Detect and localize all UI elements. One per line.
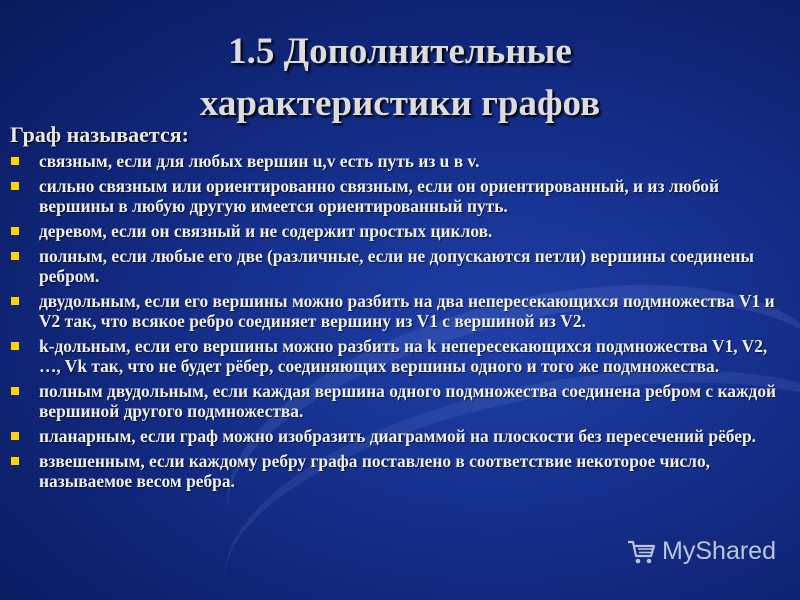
list-item: [10, 176, 790, 216]
list-item-text: двудольным, если его вершины можно разбить на два непересекающихся подмножества V1 и V2 так, что всякое ребро соединяет вершину из V1 с вершиной из V2.: [39, 291, 775, 331]
square-bullet-icon: [11, 387, 19, 395]
list-item-text: полным, если любые его две (различные, если не допускаются петли) вершины соединены ребром.: [39, 246, 755, 286]
list-item: [10, 451, 790, 491]
slide-intro: Граф называется:: [10, 122, 189, 147]
definition-list: [10, 151, 790, 496]
square-bullet-icon: [11, 342, 19, 350]
slide-title: [0, 26, 800, 130]
list-item-text: полным двудольным, если каждая вершина одного подмножества соединена ребром с каждой вершиной другого подмножества.: [39, 381, 777, 421]
square-bullet-icon: [11, 432, 19, 440]
list-item-text: k-дольным, если его вершины можно разбить на k непересекающихся подмножества V1, V2, …, Vk так, что не будет рёбер, соединяющих вершины одного и того же подмножества.: [39, 336, 768, 376]
list-item-text: деревом, если он связный и не содержит простых циклов.: [39, 221, 493, 241]
list-item: [10, 291, 790, 331]
slide-title-line-2: характеристики графов: [199, 83, 601, 124]
square-bullet-icon: [11, 157, 19, 165]
square-bullet-icon: [11, 297, 19, 305]
square-bullet-icon: [11, 457, 19, 465]
watermark-text: MyShared: [662, 537, 776, 565]
list-item: [10, 381, 790, 421]
list-item-text: взвешенным, если каждому ребру графа поставлено в соответствие некоторое число, называемое весом ребра.: [39, 451, 710, 491]
cart-icon: [626, 538, 656, 566]
square-bullet-icon: [11, 227, 19, 235]
slide-title-line-1: 1.5 Дополнительные: [228, 31, 572, 72]
list-item-text: сильно связным или ориентированно связным, если он ориентированный, и из любой вершины в любую другую имеется ориентированный путь.: [39, 176, 720, 216]
list-item: [10, 221, 790, 241]
list-item-text: связным, если для любых вершин u,v есть путь из u в v.: [39, 151, 480, 171]
list-item: [10, 426, 790, 446]
list-item: [10, 246, 790, 286]
watermark: [626, 537, 776, 566]
square-bullet-icon: [11, 182, 19, 190]
list-item: [10, 151, 790, 171]
list-item: [10, 336, 790, 376]
list-item-text: планарным, если граф можно изобразить диаграммой на плоскости без пересечений рёбер.: [39, 426, 757, 446]
square-bullet-icon: [11, 252, 19, 260]
